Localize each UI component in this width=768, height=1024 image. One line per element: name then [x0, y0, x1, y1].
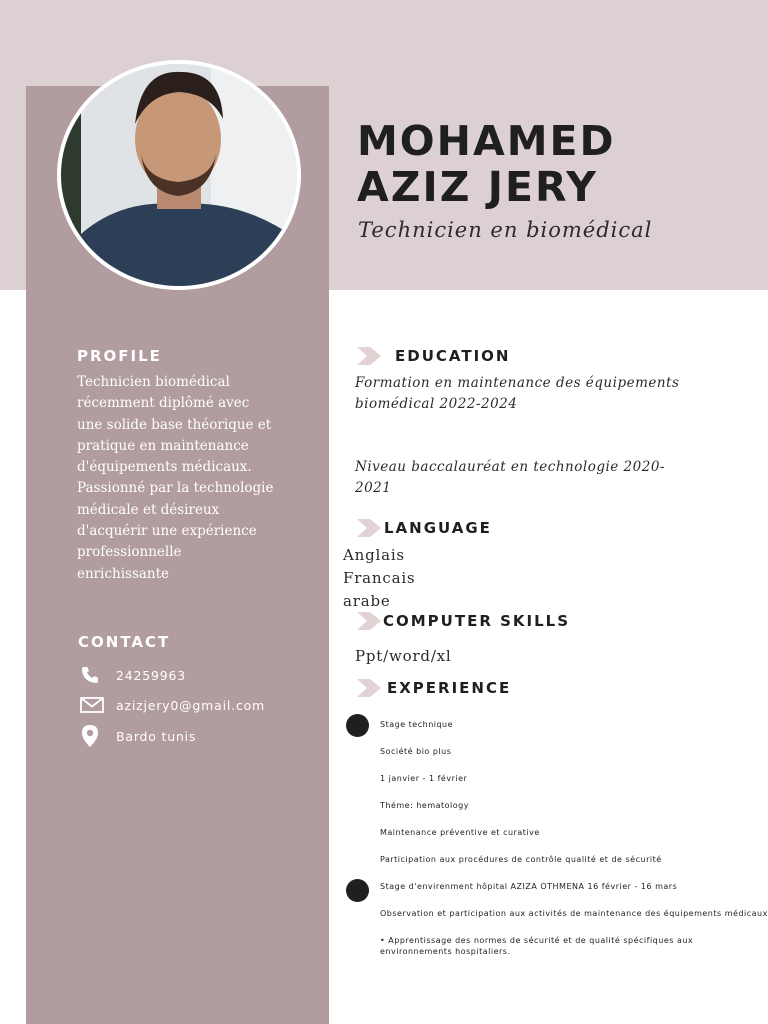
profile-heading: PROFILE: [77, 347, 162, 365]
chevron-icon: [357, 612, 383, 630]
chevron-icon: [357, 679, 383, 697]
experience-line: • Apprentissage des normes de sécurité et de qualité spécifiques aux environnements hospitaliers.: [380, 936, 694, 956]
chevron-icon: [357, 519, 383, 537]
location-pin-icon: [80, 725, 106, 747]
last-name: AZIZ JERY: [357, 163, 598, 211]
education-heading: [357, 347, 510, 365]
address-text: Bardo tunis: [116, 728, 197, 744]
contact-email[interactable]: [80, 694, 265, 716]
education-heading-label: EDUCATION: [395, 347, 511, 365]
language-item: Anglais: [343, 546, 405, 564]
experience-line: 1 janvier - 1 février: [380, 774, 468, 783]
contact-phone[interactable]: [80, 664, 186, 686]
experience-line: Théme: hematology: [380, 801, 469, 810]
profile-text: Technicien biomédical récemment diplômé avec une solide base théorique et pratique en maintenance d'équipements médicaux. Passionné par la technologie médicale et désireux d'acquérir une expérience professionnelle enrichissante: [77, 374, 274, 582]
first-name: MOHAMED: [357, 117, 616, 165]
experience-bullet: [346, 714, 369, 737]
experience-bullet: [346, 879, 369, 902]
email-address: azizjery0@gmail.com: [116, 697, 265, 713]
contact-heading: CONTACT: [78, 633, 171, 651]
language-item: arabe: [343, 592, 391, 610]
experience-line: Maintenance préventive et curative: [380, 828, 540, 837]
candidate-name: [357, 118, 616, 210]
experience-line: Observation et participation aux activités de maintenance des équipements médicaux: [380, 909, 768, 918]
computer-skills-heading: [357, 612, 570, 630]
experience-line: Participation aux procédures de contrôle qualité et de sécurité: [380, 855, 662, 864]
experience-line: Stage technique: [380, 720, 454, 729]
experience-line: Société bio plus: [380, 747, 452, 756]
phone-icon: [80, 664, 106, 686]
language-heading: [357, 519, 492, 537]
phone-number: 24259963: [116, 667, 187, 683]
education-item: Niveau baccalauréat en technologie 2020-2021: [355, 459, 665, 496]
profile-photo: [57, 60, 301, 290]
language-heading-label: LANGUAGE: [384, 519, 492, 537]
experience-line: Stage d'envirenment hôpital AZIZA OTHMENA 16 février - 16 mars: [380, 882, 678, 891]
experience-heading: [357, 679, 511, 697]
job-title: Technicien en biomédical: [358, 218, 653, 242]
computer-skills-heading-label: COMPUTER SKILLS: [383, 612, 571, 630]
computer-skills-text: Ppt/word/xl: [355, 647, 452, 665]
envelope-icon: [80, 694, 106, 716]
language-item: Francais: [343, 569, 416, 587]
experience-heading-label: EXPERIENCE: [387, 679, 512, 697]
contact-address: [80, 725, 196, 747]
education-item: Formation en maintenance des équipements biomédical 2022-2024: [355, 375, 680, 412]
chevron-icon: [357, 347, 383, 365]
